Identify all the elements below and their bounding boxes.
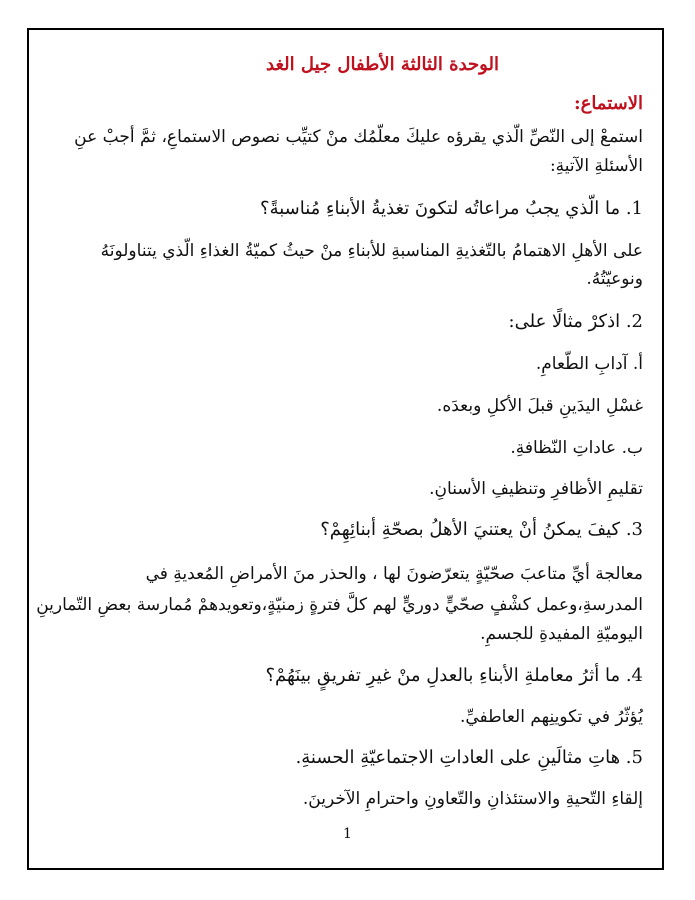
answer-line: يُؤثّرُ في تكوينِهم العاطفيِّ. (459, 707, 643, 727)
answer-line: ونوعيّتُهُ. (586, 269, 643, 289)
question-2: 2. اذكرْ مثالًا على: (508, 311, 643, 332)
answer-line: تقليمِ الأظافرِ وتنظيفِ الأسنانِ. (429, 479, 643, 499)
page-title: الوحدة الثالثة الأطفال جيل الغد (266, 54, 499, 75)
page-number: 1 (343, 826, 352, 842)
question-1: 1. ما الّذي يجبُ مراعاتُه لتكونَ تغذيةُ الأبناءِ مُناسبةً؟ (260, 198, 643, 219)
answer-line: المدرسةِ،وعمل كشْفٍ صحّيٍّ دوريٍّ لهم كلَّ فترةٍ زمنيّةٍ،وتعويدهمْ مُمارسة بعضِ التّمارينِ (36, 595, 643, 615)
question-5: 5. هاتِ مثالَينِ على العاداتِ الاجتماعيّةِ الحسنةِ. (295, 747, 643, 768)
intro-line: الأسئلةِ الآتيةِ: (549, 156, 643, 176)
section-heading: الاستماع: (573, 93, 643, 114)
answer-line: اليوميّةِ المفيدةِ للجسمِ. (480, 624, 643, 644)
answer-line: غسْلِ اليدَينِ قبلَ الأكلِ وبعدَه. (436, 396, 643, 416)
question-4: 4. ما أثرُ معاملةِ الأبناءِ بالعدلِ منْ غيرِ تفريقٍ بينَهُمْ؟ (265, 665, 643, 686)
answer-line: على الأهلِ الاهتمامُ بالتّغذيةِ المناسبةِ للأبناءِ منْ حيثُ كميّةُ الغذاءِ الّذي يتناولونَهُ (100, 241, 643, 261)
answer-line: معالجة أيِّ متاعبَ صحّيّةٍ يتعرّضونَ لها ، والحذر منَ الأمراضِ المُعديةِ في (145, 564, 643, 584)
answer-line: إلقاءِ التّحيةِ والاستئذانِ والتّعاونِ واحترامِ الآخرينَ. (302, 789, 643, 809)
intro-line: استمعْ إلى النّصِّ الّذي يقرؤه عليكَ معلّمُك منْ كتيِّب نصوص الاستماعِ، ثمَّ أجبْ عنِ (74, 127, 643, 147)
sub-item: أ. آدابِ الطّعامِ. (535, 354, 643, 374)
question-3: 3. كيفَ يمكنُ أنْ يعتنيَ الأهلُ بصحّةِ أبنائِهِمْ؟ (320, 519, 643, 540)
sub-item: ب. عاداتِ النّظافةِ. (510, 438, 643, 458)
